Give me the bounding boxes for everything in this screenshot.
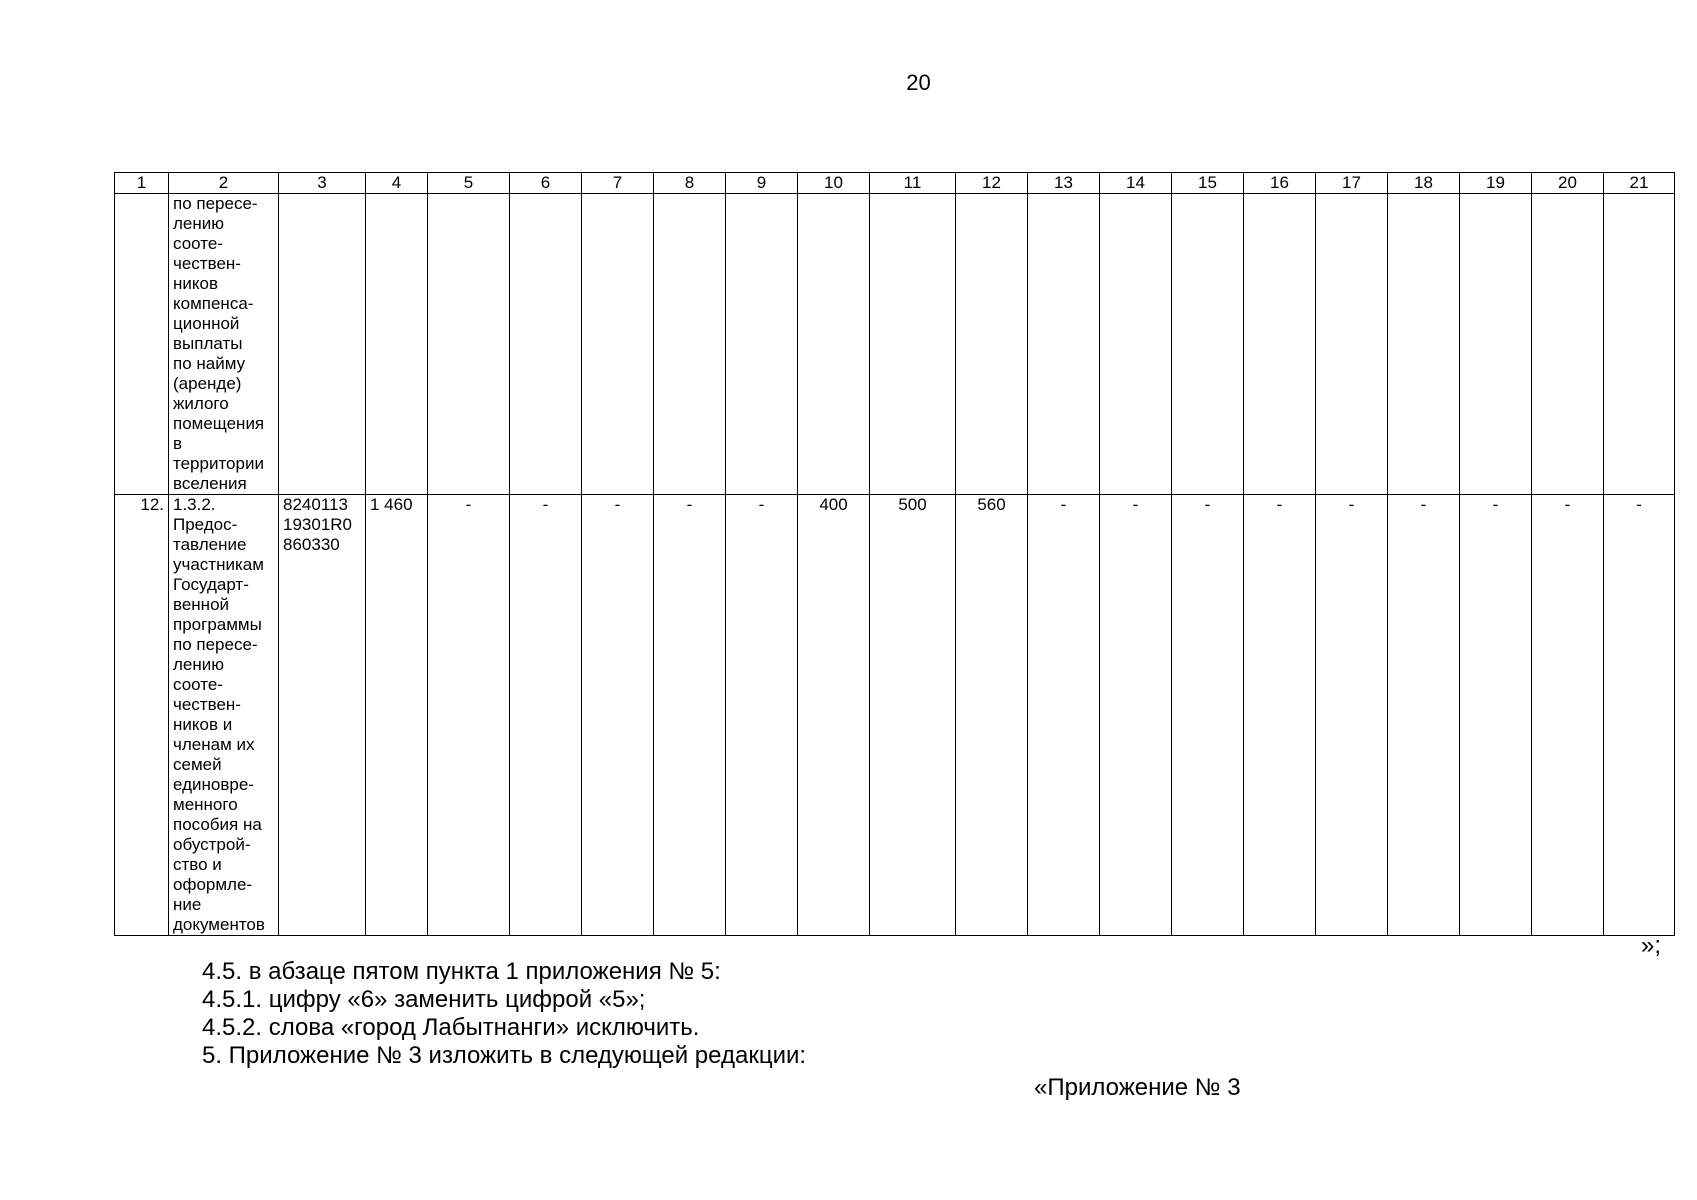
column-header: 11 <box>870 173 956 194</box>
code-cell <box>279 194 366 495</box>
value-cell: - <box>1028 495 1100 936</box>
value-cell: - <box>1100 495 1172 936</box>
value-cell: 500 <box>870 495 956 936</box>
value-cell: - <box>1388 495 1460 936</box>
value-cell: 560 <box>956 495 1028 936</box>
column-header: 5 <box>428 173 510 194</box>
value-cell <box>1244 194 1316 495</box>
paragraph: 4.5.2. слова «город Лабытнанги» исключить. <box>202 1014 700 1041</box>
value-cell <box>1100 194 1172 495</box>
value-cell <box>1604 194 1675 495</box>
page-number: 20 <box>906 70 931 95</box>
value-cell: - <box>582 495 654 936</box>
column-header: 10 <box>798 173 870 194</box>
value-cell <box>956 194 1028 495</box>
value-cell: 400 <box>798 495 870 936</box>
closing-quote: »; <box>1640 932 1661 959</box>
value-cell <box>1460 194 1532 495</box>
column-header: 13 <box>1028 173 1100 194</box>
appendix-heading: «Приложение № 3 <box>1034 1074 1241 1101</box>
value-cell: - <box>1316 495 1388 936</box>
column-header: 9 <box>726 173 798 194</box>
value-cell <box>1532 194 1604 495</box>
column-header: 18 <box>1388 173 1460 194</box>
code-cell: 8240113 19301R0 860330 <box>279 495 366 936</box>
value-cell <box>654 194 726 495</box>
value-cell <box>1316 194 1388 495</box>
value-cell <box>428 194 510 495</box>
paragraph: 4.5. в абзаце пятом пункта 1 приложения № 5: <box>202 958 721 985</box>
column-header: 15 <box>1172 173 1244 194</box>
paragraph: 5. Приложение № 3 изложить в следующей редакции: <box>202 1042 807 1069</box>
data-table <box>114 172 1675 936</box>
row-number-cell <box>115 194 169 495</box>
description-cell: 1.3.2. Предос- тавление участникам Государт- венной программы по пересе- лению сооте- чествен- ников и членам их семей единовре- менного пособия на обустрой- ство и оформле- ние документов <box>169 495 279 936</box>
value-cell: - <box>1532 495 1604 936</box>
value-cell <box>1388 194 1460 495</box>
total-cell <box>366 194 428 495</box>
value-cell: - <box>1604 495 1675 936</box>
table-row <box>115 495 1675 936</box>
value-cell <box>870 194 956 495</box>
column-header: 16 <box>1244 173 1316 194</box>
paragraph: 4.5.1. цифру «6» заменить цифрой «5»; <box>202 986 646 1013</box>
column-header: 19 <box>1460 173 1532 194</box>
column-header: 21 <box>1604 173 1675 194</box>
value-cell <box>1028 194 1100 495</box>
value-cell: - <box>1460 495 1532 936</box>
column-header: 12 <box>956 173 1028 194</box>
column-header: 14 <box>1100 173 1172 194</box>
column-header: 20 <box>1532 173 1604 194</box>
value-cell <box>582 194 654 495</box>
value-cell <box>726 194 798 495</box>
value-cell <box>798 194 870 495</box>
column-header: 1 <box>115 173 169 194</box>
value-cell: - <box>428 495 510 936</box>
table-header-row <box>115 173 1675 194</box>
column-header: 4 <box>366 173 428 194</box>
value-cell: - <box>510 495 582 936</box>
value-cell <box>1172 194 1244 495</box>
amendment-paragraphs <box>202 958 806 1070</box>
column-header: 6 <box>510 173 582 194</box>
value-cell: - <box>726 495 798 936</box>
value-cell <box>510 194 582 495</box>
value-cell: - <box>1244 495 1316 936</box>
column-header: 7 <box>582 173 654 194</box>
total-cell: 1 460 <box>366 495 428 936</box>
value-cell: - <box>654 495 726 936</box>
column-header: 8 <box>654 173 726 194</box>
value-cell: - <box>1172 495 1244 936</box>
table-row <box>115 194 1675 495</box>
row-number-cell: 12. <box>115 495 169 936</box>
column-header: 17 <box>1316 173 1388 194</box>
column-header: 2 <box>169 173 279 194</box>
column-header: 3 <box>279 173 366 194</box>
description-cell: по пересе- лению сооте- чествен- ников компенса- ционной выплаты по найму (аренде) жилого помещения в территории вселения <box>169 194 279 495</box>
